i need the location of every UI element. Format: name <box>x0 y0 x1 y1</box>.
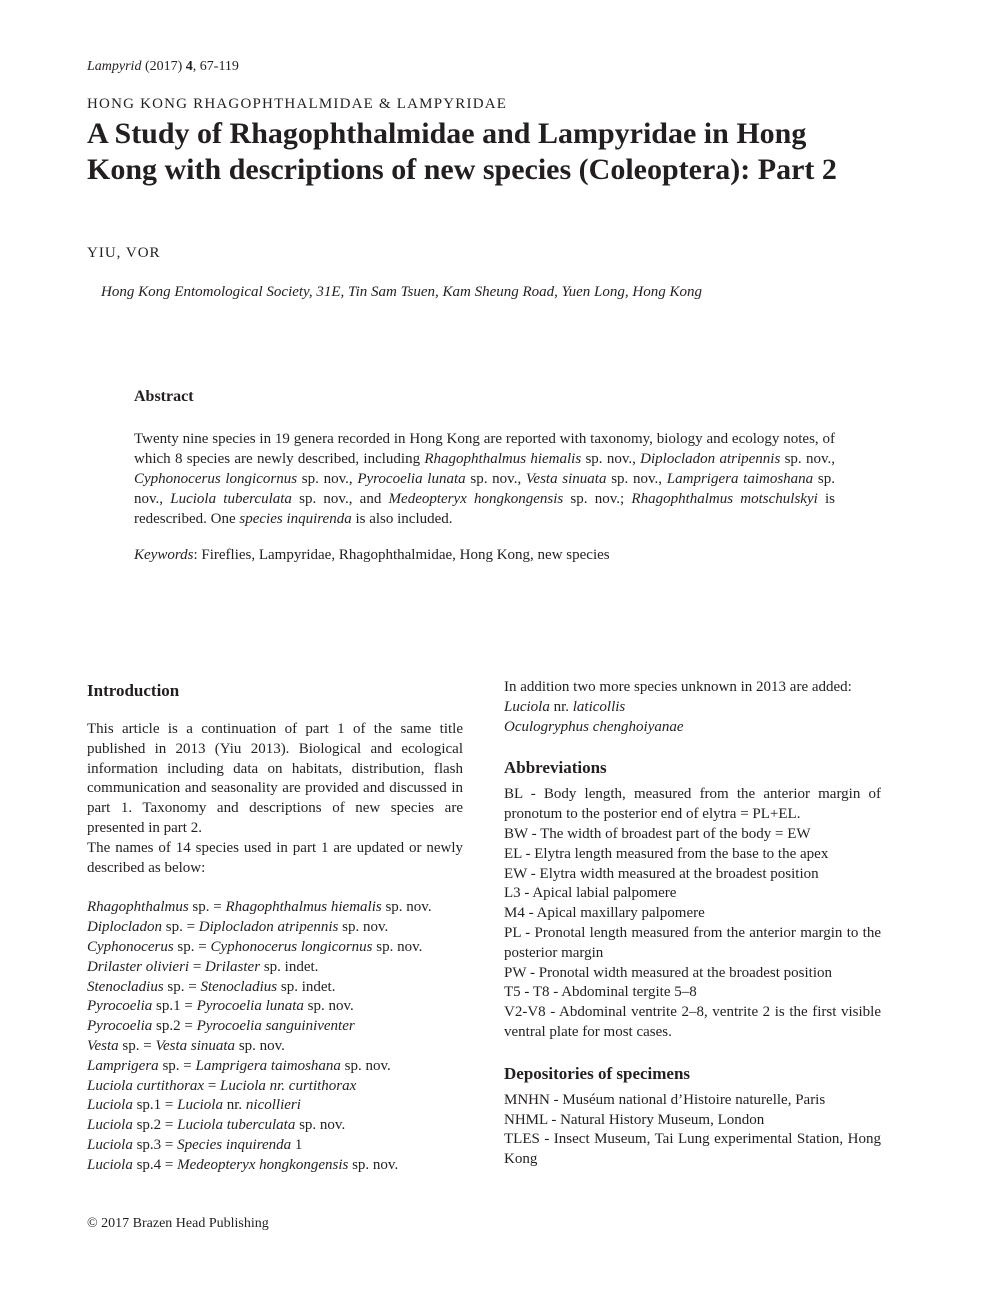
list-item: EW - Elytra width measured at the broadest position <box>504 865 819 882</box>
keywords <box>134 547 610 564</box>
list-item: TLES - Insect Museum, Tai Lung experimental Station, Hong Kong <box>504 1131 881 1168</box>
keywords-text: : Fireflies, Lampyridae, Rhagophthalmidae, Hong Kong, new species <box>193 547 610 563</box>
added-species-1: Luciola nr. laticollis <box>504 698 626 715</box>
affiliation: Hong Kong Entomological Society, 31E, Tin Sam Tsuen, Kam Sheung Road, Yuen Long, Hong Kong <box>101 284 702 300</box>
list-item: BL - Body length, measured from the anterior margin of pronotum to the posterior end of elytra = PL+EL. <box>504 786 881 823</box>
journal-year: (2017) <box>144 59 183 74</box>
list-item: Diplocladon sp. = Diplocladon atripennis sp. nov. <box>87 919 389 936</box>
abstract-body <box>134 429 835 529</box>
journal-pages: , 67-119 <box>192 59 239 74</box>
list-item: Lamprigera sp. = Lamprigera taimoshana sp. nov. <box>87 1057 391 1074</box>
section-kicker: HONG KONG RHAGOPHTHALMIDAE & LAMPYRIDAE <box>87 96 508 112</box>
abstract-heading: Abstract <box>134 388 194 405</box>
journal-citation <box>87 59 239 75</box>
author: YIU, VOR <box>87 245 161 261</box>
abstract-text: sp. nov., <box>134 471 835 507</box>
species-name: Lamprigera taimoshana <box>666 471 814 487</box>
list-item: Rhagophthalmus sp. = Rhagophthalmus hiemalis sp. nov. <box>87 899 432 916</box>
list-item: EL - Elytra length measured from the base to the apex <box>504 845 829 862</box>
abstract-text: sp. nov., <box>465 471 526 487</box>
list-item: Drilaster olivieri = Drilaster sp. indet. <box>87 958 319 975</box>
abstract-text: is redescribed. One <box>134 491 836 527</box>
list-item: Cyphonocerus sp. = Cyphonocerus longicornus sp. nov. <box>87 938 423 955</box>
list-item: Luciola sp.2 = Luciola tuberculata sp. nov. <box>87 1117 346 1134</box>
list-item: PW - Pronotal width measured at the broadest position <box>504 964 833 981</box>
list-item: Stenocladius sp. = Stenocladius sp. indet. <box>87 978 336 995</box>
list-item: V2-V8 - Abdominal ventrite 2–8, ventrite 2 is the first visible ventral plate for most cases. <box>504 1004 881 1040</box>
abstract-text: Twenty nine species in 19 genera recorded in Hong Kong are reported with taxonomy, biology and ecology notes, of which 8 species are newly described, including <box>134 431 835 467</box>
right-column <box>504 678 881 1170</box>
species-name: Luciola tuberculata <box>170 491 292 507</box>
abstract-text: sp. nov.; <box>563 491 632 507</box>
paper-title: A Study of Rhagophthalmidae and Lampyridae in Hong Kong with descriptions of new species (Coleoptera): Part 2 <box>87 117 837 186</box>
abstract-text: sp. nov., <box>780 451 835 467</box>
journal-volume: 4 <box>185 59 193 74</box>
copyright-footer: © 2017 Brazen Head Publishing <box>87 1216 269 1231</box>
abstract-text: is also included. <box>351 511 453 527</box>
species-name: Rhagophthalmus motschulskyi <box>631 491 818 507</box>
species-name-list <box>87 898 463 1175</box>
journal-name: Lampyrid <box>87 59 142 74</box>
list-item: Luciola sp.3 = Species inquirenda 1 <box>87 1136 303 1153</box>
introduction-column <box>87 680 463 1176</box>
list-item: MNHN - Muséum national d’Histoire naturelle, Paris <box>504 1091 826 1108</box>
introduction-paragraph-1: This article is a continuation of part 1 of the same title published in 2013 (Yiu 2013). Biological and ecological information including data on habitats, distribution, flash communication and seasonality are provided and discussed in part 1. Taxonomy and descriptions of new species are presented in part 2. <box>87 721 463 836</box>
abstract-text: sp. nov., and <box>291 491 389 507</box>
species-name: Cyphonocerus longicornus <box>134 471 298 487</box>
list-item: BW - The width of broadest part of the body = EW <box>504 825 811 842</box>
depositories-heading: Depositories of specimens <box>504 1063 691 1083</box>
list-item: Luciola curtithorax = Luciola nr. curtithorax <box>87 1077 357 1094</box>
species-name: Pyrocoelia lunata <box>357 471 466 487</box>
added-species-intro: In addition two more species unknown in 2013 are added: <box>504 679 852 695</box>
species-name: Rhagophthalmus hiemalis <box>424 451 582 467</box>
list-item: Pyrocoelia sp.2 = Pyrocoelia sanguiniventer <box>87 1018 355 1035</box>
list-item: Luciola sp.1 = Luciola nr. nicollieri <box>87 1097 301 1114</box>
introduction-heading: Introduction <box>87 681 180 700</box>
abstract-text: sp. nov., <box>606 471 667 487</box>
introduction-paragraph-2: The names of 14 species used in part 1 are updated or newly described as below: <box>87 839 463 876</box>
species-name: species inquirenda <box>239 511 352 527</box>
keywords-label: Keywords <box>134 547 194 563</box>
abbreviations-heading: Abbreviations <box>504 758 607 778</box>
list-item: T5 - T8 - Abdominal tergite 5–8 <box>504 984 697 1001</box>
list-item: Vesta sp. = Vesta sinuata sp. nov. <box>87 1037 285 1054</box>
added-species-2: Oculogryphus chenghoiyanae <box>504 718 684 735</box>
depositories-list <box>504 1091 881 1170</box>
species-name: Diplocladon atripennis <box>640 451 781 467</box>
list-item: L3 - Apical labial palpomere <box>504 885 677 902</box>
abstract-text: sp. nov., <box>581 451 641 467</box>
species-name: Vesta sinuata <box>525 471 607 487</box>
list-item: PL - Pronotal length measured from the anterior margin to the posterior margin <box>504 924 881 961</box>
abstract-text: sp. nov., <box>297 471 358 487</box>
abbreviations-list <box>504 785 881 1042</box>
species-name: Medeopteryx hongkongensis <box>388 491 564 507</box>
list-item: Luciola sp.4 = Medeopteryx hongkongensis sp. nov. <box>87 1156 399 1173</box>
list-item: Pyrocoelia sp.1 = Pyrocoelia lunata sp. nov. <box>87 998 354 1015</box>
list-item: NHML - Natural History Museum, London <box>504 1111 765 1128</box>
list-item: M4 - Apical maxillary palpomere <box>504 905 705 922</box>
